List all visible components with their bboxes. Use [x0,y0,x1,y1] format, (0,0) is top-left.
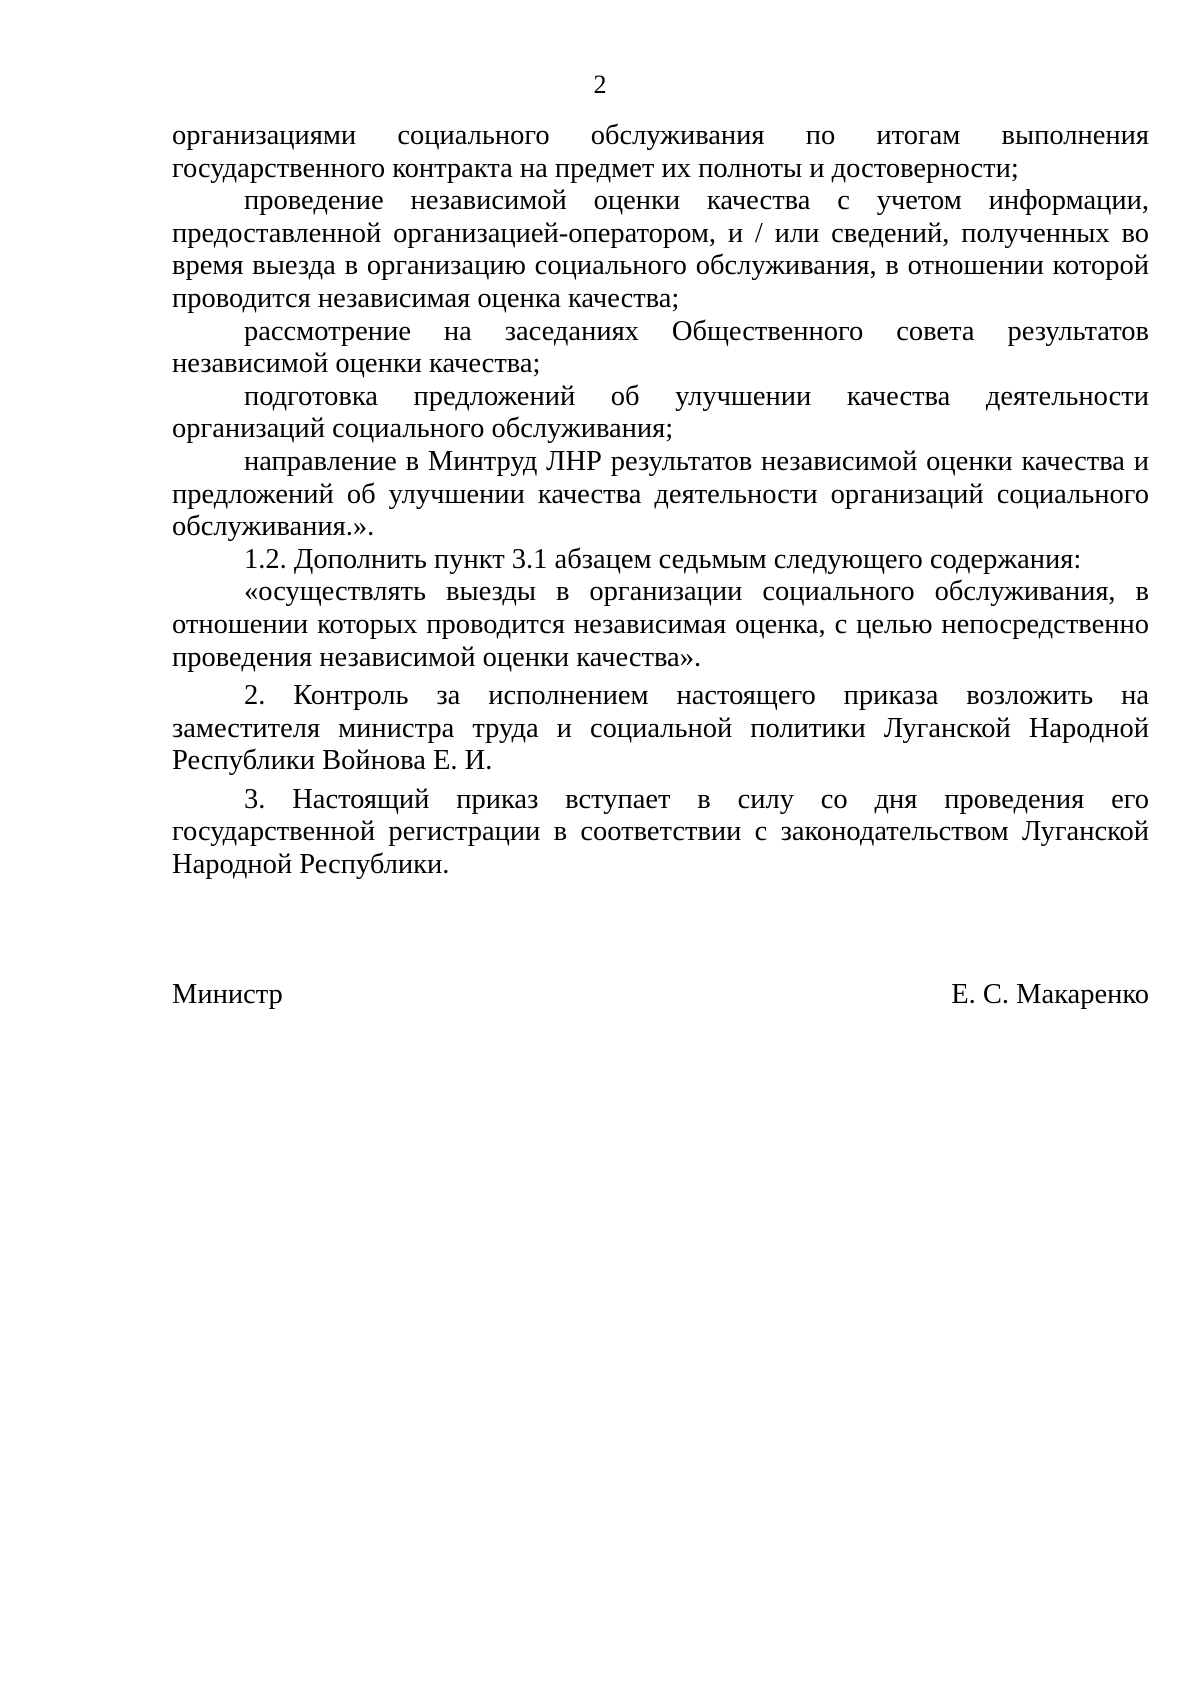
page-number: 2 [593,70,607,99]
signature-block [172,978,1149,1012]
paragraph-item-3: 3. Настоящий приказ вступает в силу со дня проведения его государственной регистрации в соответствии с законодательством Луганской Народной Республики. [172,783,1149,881]
paragraph-council-review: рассмотрение на заседаниях Общественного совета результатов независимой оценки качества; [172,315,1149,380]
paragraph-assessment: проведение независимой оценки качества с учетом информации, предоставленной организацией-оператором, и / или сведений, полученных во время выезда в организацию социального обслуживания, в отношении которой проводится независимая оценка качества; [172,185,1149,314]
paragraph-item-1-2: 1.2. Дополнить пункт 3.1 абзацем седьмым следующего содержания: [244,543,1082,575]
document-body [172,120,1149,882]
paragraph-submission: направление в Минтруд ЛНР результатов независимой оценки качества и предложений об улучшении качества деятельности организаций социального обслуживания.». [172,445,1149,543]
paragraph-proposals: подготовка предложений об улучшении качества деятельности организаций социального обслуживания; [172,380,1149,445]
paragraph-new-clause: «осуществлять выезды в организации социального обслуживания, в отношении которых проводится независимая оценка, с целью непосредственно проведения независимой оценки качества». [172,576,1149,673]
paragraph-item-2: 2. Контроль за исполнением настоящего приказа возложить на заместителя министра труда и социальной политики Луганской Народной Республики Войнова Е. И. [172,680,1149,777]
signatory-title: Министр [172,979,283,1010]
paragraph-continuation: организациями социального обслуживания по итогам выполнения государственного контракта на предмет их полноты и достоверности; [172,120,1149,184]
signatory-name: Е. С. Макаренко [951,979,1149,1010]
